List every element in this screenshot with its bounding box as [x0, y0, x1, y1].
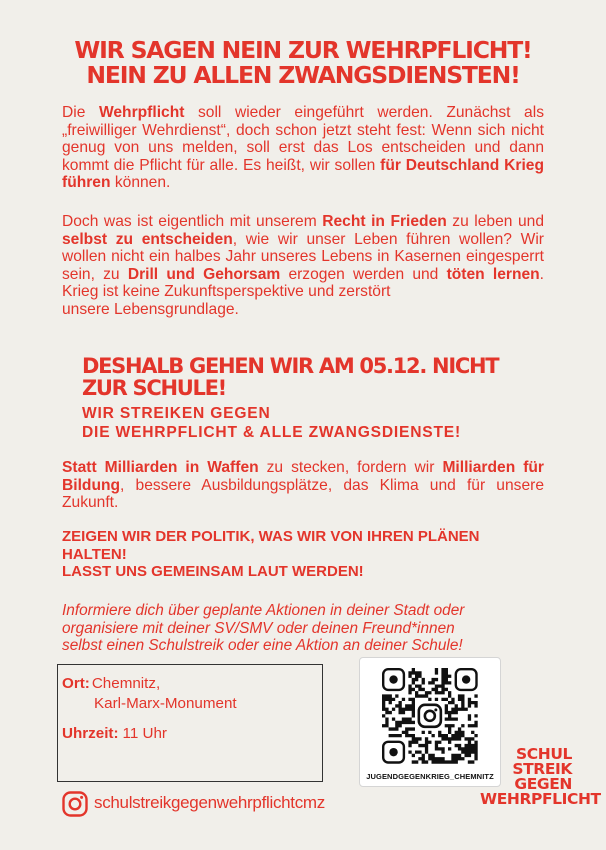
logo-line-3: GEGEN	[514, 775, 572, 793]
call-to-action	[62, 528, 480, 581]
strike-headline-line-1: DESHALB GEHEN WIR AM 05.12. NICHT	[82, 354, 499, 378]
strike-headline-line-2: ZUR SCHULE!	[82, 376, 226, 400]
instagram-handle-link[interactable]: schulstreikgegenwehrpflichtcmz	[94, 793, 325, 812]
zeit-row	[62, 725, 167, 743]
instagram-icon[interactable]	[62, 791, 88, 817]
logo-line-4: WEHRPFLICHT	[480, 790, 601, 808]
text: Doch was ist eigentlich mit unserem	[62, 213, 323, 230]
call-line-1: ZEIGEN WIR DER POLITIK, WAS WIR VON IHREN PLÄNEN	[62, 528, 480, 545]
strike-sub-line-2: DIE WEHRPFLICHT & ALLE ZWANGSDIENSTE!	[82, 424, 462, 441]
call-line-3: LASST UNS GEMEINSAM LAUT WERDEN!	[62, 563, 364, 580]
call-line-2: HALTEN!	[62, 545, 127, 563]
qr-code[interactable]	[373, 668, 487, 764]
zeit-label: Uhrzeit:	[62, 725, 119, 742]
logo-line-2: STREIK	[512, 760, 572, 778]
text: zu stecken, fordern wir	[258, 459, 443, 476]
intro-paragraph	[62, 104, 544, 192]
bold-text: Statt Milliarden in Waffen	[62, 459, 259, 476]
headline	[0, 38, 606, 88]
qr-caption: JUGENDGEGENKRIEG_CHEMNITZ	[366, 772, 494, 781]
ort-row	[62, 675, 160, 693]
strike-subheadline	[82, 404, 461, 442]
ort-place: Karl-Marx-Monument	[94, 695, 237, 712]
text: können.	[110, 174, 171, 191]
qr-finder-icon	[383, 669, 404, 690]
bold-text: töten lernen	[446, 265, 540, 283]
logo-line-1: SCHUL	[516, 745, 572, 763]
bold-text: Milliarden für Bildung	[62, 459, 544, 494]
instagram-icon	[416, 702, 444, 730]
text: zu leben und	[446, 213, 544, 230]
text: . Krieg ist keine Zukunftsperspektive und zerstört	[62, 265, 545, 300]
event-details-box	[57, 664, 323, 782]
zeit-value: 11 Uhr	[122, 725, 167, 742]
bold-text: Wehrpflicht	[98, 104, 185, 121]
text: , bessere Ausbildungsplätze, das Klima und für unsere Zukunft.	[62, 476, 544, 511]
strike-headline	[82, 355, 498, 399]
text: erzogen werden und	[280, 265, 447, 283]
text: soll wieder eingeführt werden. Zunächst als „freiwilliger Wehrdienst“, doch schon jetzt steht fest: Wenn sich nicht genug von uns melden, soll erst das Los entscheiden und dann kommt die Pflicht für alle. Es heißt, wir sollen	[62, 104, 544, 174]
rights-paragraph	[62, 213, 544, 318]
text: , wie wir unser Leben führen wollen? Wir wollen nicht ein halbes Jahr unseres Lebens in Kasernen eingesperrt sein, zu	[62, 230, 544, 283]
text: Die	[62, 104, 99, 121]
text: unsere Lebensgrundlage.	[62, 300, 239, 318]
bold-text: Recht in Frieden	[322, 213, 447, 230]
info-text	[62, 602, 548, 655]
info-line-1: Informiere dich über geplante Aktionen in deiner Stadt oder	[62, 602, 465, 619]
qr-finder-icon	[383, 742, 404, 763]
headline-line-2: NEIN ZU ALLEN ZWANGSDIENSTEN!	[86, 61, 520, 89]
bold-text: für Deutschland Krieg führen	[62, 156, 544, 191]
info-line-2: organisiere mit deiner SV/SMV oder deinen Freund*innen	[62, 619, 455, 637]
ort-label: Ort:	[62, 675, 90, 692]
qr-finder-icon	[456, 669, 477, 690]
headline-line-1: WIR SAGEN NEIN ZUR WEHRPFLICHT!	[74, 36, 532, 64]
ort-city: Chemnitz,	[91, 675, 161, 692]
schulstreik-logo	[480, 745, 601, 808]
bold-text: selbst zu entscheiden	[62, 230, 233, 248]
bold-text: Drill und Gehorsam	[127, 265, 281, 283]
demands-paragraph	[62, 459, 544, 512]
info-line-3: selbst einen Schulstreik oder eine Aktion an deiner Schule!	[62, 637, 463, 654]
strike-sub-line-1: WIR STREIKEN GEGEN	[82, 405, 271, 422]
